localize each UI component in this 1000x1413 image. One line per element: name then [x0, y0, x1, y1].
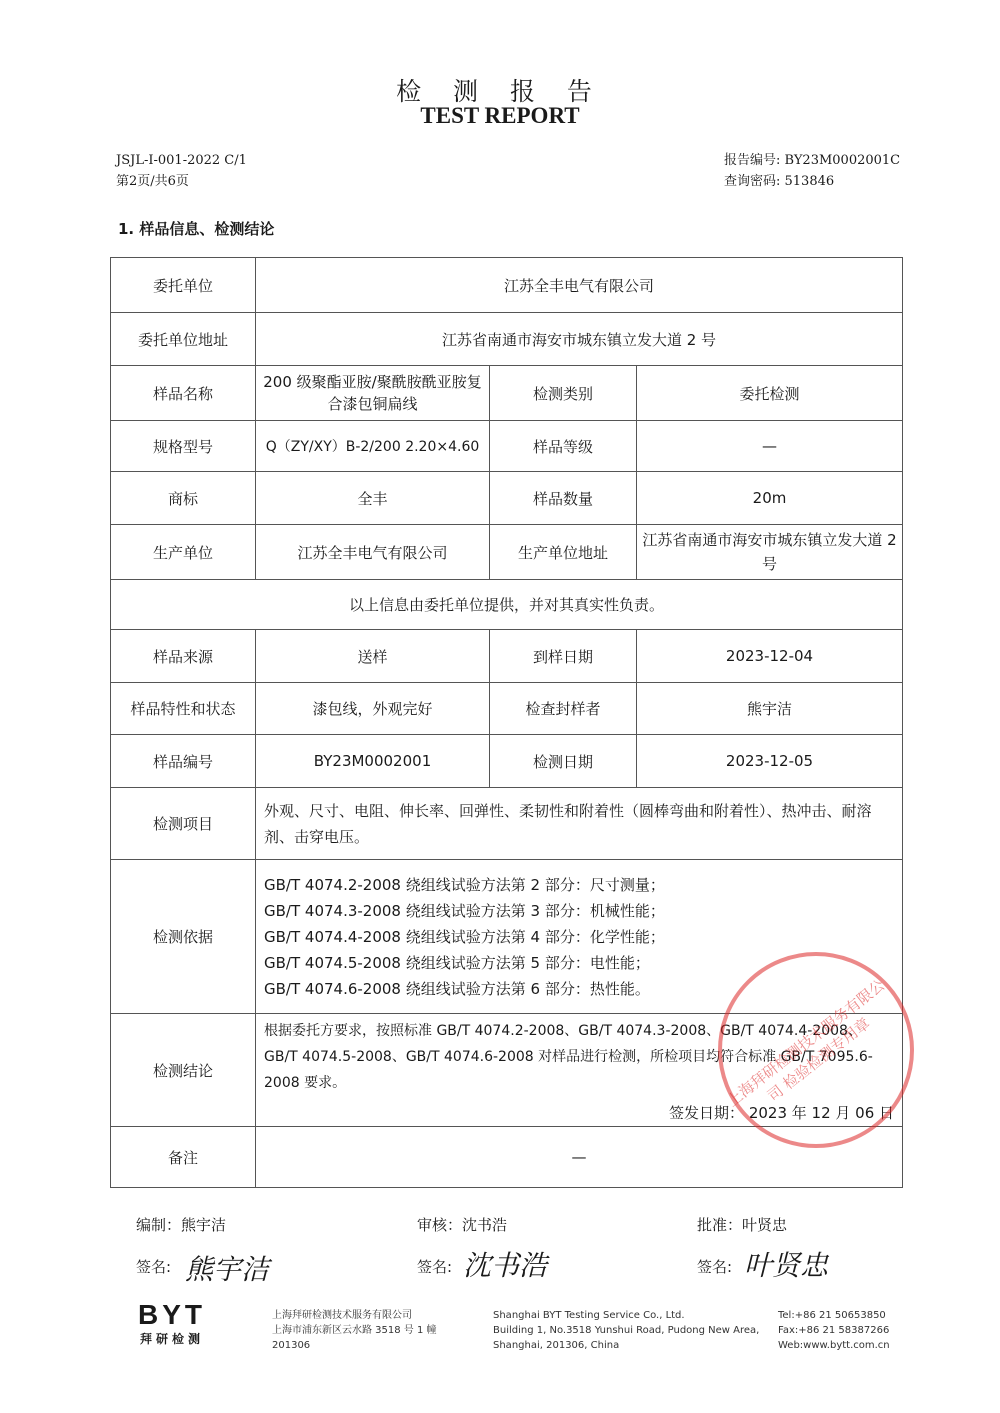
quantity-value: 20m	[637, 472, 903, 525]
table-row	[111, 258, 903, 313]
company-tel: Tel:+86 21 50653850	[778, 1310, 886, 1321]
producer-value: 江苏全丰电气有限公司	[256, 525, 490, 580]
table-row	[111, 580, 903, 630]
company-postcode: 201306	[272, 1340, 311, 1351]
reviewed-by: 审核：沈书浩	[417, 1216, 508, 1234]
test-type-label: 检测类别	[490, 366, 637, 421]
query-code: 查询密码: 513846	[724, 174, 835, 189]
sample-name-value: 200 级聚酯亚胺/聚酰胺酰亚胺复合漆包铜扁线	[256, 366, 490, 421]
producer-label: 生产单位	[111, 525, 256, 580]
basis-line: GB/T 4074.3-2008 绕组线试验方法第 3 部分：机械性能；	[264, 901, 665, 920]
brand-value: 全丰	[256, 472, 490, 525]
basis-line: GB/T 4074.4-2008 绕组线试验方法第 4 部分：化学性能；	[264, 927, 665, 946]
report-title-cn: 检 测 报 告	[396, 77, 604, 106]
company-address-en: Building 1, No.3518 Yunshui Road, Pudong New Area,	[493, 1325, 760, 1336]
table-row	[111, 630, 903, 683]
test-items-label: 检测项目	[111, 788, 256, 860]
table-row	[111, 735, 903, 788]
approved-by: 批准：叶贤忠	[697, 1216, 788, 1234]
conclusion-label: 检测结论	[111, 1014, 256, 1127]
section-title: 1. 样品信息、检测结论	[118, 220, 275, 238]
table-row	[111, 366, 903, 421]
doc-meta-left	[116, 150, 247, 192]
company-fax: Fax:+86 21 58387266	[778, 1325, 890, 1336]
test-date-value: 2023-12-05	[637, 735, 903, 788]
signature-compiler: 熊宇洁	[185, 1253, 270, 1286]
doc-code: JSJL-I-001-2022 C/1	[116, 153, 247, 168]
sample-number-label: 样品编号	[111, 735, 256, 788]
sign-label: 签名:	[417, 1258, 453, 1276]
spec-value: Q（ZY/XY）B-2/200 2.20×4.60	[256, 421, 490, 472]
basis-line: GB/T 4074.6-2008 绕组线试验方法第 6 部分：热性能。	[264, 979, 650, 998]
signature-reviewer: 沈书浩	[463, 1249, 548, 1282]
company-logo	[122, 1300, 222, 1347]
report-number: 报告编号: BY23M0002001C	[724, 153, 901, 168]
sample-name-label: 样品名称	[111, 366, 256, 421]
issue-date: 签发日期： 2023 年 12 月 06 日	[669, 1104, 895, 1122]
company-name-en: Shanghai BYT Testing Service Co., Ltd.	[493, 1310, 685, 1321]
source-value: 送样	[256, 630, 490, 683]
source-label: 样品来源	[111, 630, 256, 683]
grade-value: —	[637, 421, 903, 472]
company-address-cn: 上海市浦东新区云水路 3518 号 1 幢	[272, 1325, 437, 1336]
test-type-value: 委托检测	[637, 366, 903, 421]
company-web: Web:www.bytt.com.cn	[778, 1340, 890, 1351]
company-name-cn: 上海拜研检测技术服务有限公司	[272, 1310, 412, 1321]
grade-label: 样品等级	[490, 421, 637, 472]
official-seal-text: 上海拜研检测技术服务有限公司 检验检测专用章	[723, 976, 889, 1111]
report-title-en: TEST REPORT	[420, 103, 580, 128]
page-info: 第2页/共6页	[116, 174, 189, 189]
sealer-value: 熊宇洁	[637, 683, 903, 735]
brand-label: 商标	[111, 472, 256, 525]
sign-label: 签名:	[697, 1258, 733, 1276]
producer-address-value: 江苏省南通市海安市城东镇立发大道 2 号	[637, 525, 903, 580]
logo-cn: 拜研检测	[139, 1332, 204, 1346]
client-label: 委托单位	[111, 258, 256, 313]
sample-state-label: 样品特性和状态	[111, 683, 256, 735]
test-date-label: 检测日期	[490, 735, 637, 788]
company-contact	[778, 1308, 890, 1353]
basis-line: GB/T 4074.5-2008 绕组线试验方法第 5 部分：电性能；	[264, 953, 650, 972]
table-row	[111, 788, 903, 860]
table-row	[111, 313, 903, 366]
sign-label: 签名:	[136, 1258, 172, 1276]
company-info-en	[493, 1308, 759, 1353]
conclusion-value: 根据委托方要求，按照标准 GB/T 4074.2-2008、GB/T 4074.3-2008、GB/T 4074.4-2008、GB/T 4074.5-2008、GB/T 4074.6-2008 对样品进行检测，所检项目均符合标准 GB/T 7095.6-2008 要求。	[264, 1023, 873, 1091]
logo-mark: BYT	[138, 1299, 206, 1330]
table-row	[111, 525, 903, 580]
remark-value: —	[256, 1127, 903, 1188]
client-address-value: 江苏省南通市海安市城东镇立发大道 2 号	[256, 313, 903, 366]
sample-number-value: BY23M0002001	[256, 735, 490, 788]
table-row	[111, 683, 903, 735]
table-row	[111, 472, 903, 525]
client-value: 江苏全丰电气有限公司	[256, 258, 903, 313]
spec-label: 规格型号	[111, 421, 256, 472]
sealer-label: 检查封样者	[490, 683, 637, 735]
info-note: 以上信息由委托单位提供，并对其真实性负责。	[111, 580, 903, 630]
producer-address-label: 生产单位地址	[490, 525, 637, 580]
company-info-cn	[272, 1308, 437, 1353]
arrival-date-value: 2023-12-04	[637, 630, 903, 683]
remark-label: 备注	[111, 1127, 256, 1188]
company-address-en-2: Shanghai, 201306, China	[493, 1340, 620, 1351]
test-basis-label: 检测依据	[111, 860, 256, 1014]
client-address-label: 委托单位地址	[111, 313, 256, 366]
test-items-value: 外观、尺寸、电阻、伸长率、回弹性、柔韧性和附着性（圆棒弯曲和附着性）、热冲击、耐溶剂、击穿电压。	[256, 788, 903, 860]
basis-line: GB/T 4074.2-2008 绕组线试验方法第 2 部分：尺寸测量；	[264, 875, 665, 894]
doc-meta-right	[724, 150, 900, 192]
table-row	[111, 421, 903, 472]
sample-state-value: 漆包线，外观完好	[256, 683, 490, 735]
quantity-label: 样品数量	[490, 472, 637, 525]
compiled-by: 编制：熊宇洁	[136, 1216, 227, 1234]
signature-approver: 叶贤忠	[744, 1249, 829, 1282]
arrival-date-label: 到样日期	[490, 630, 637, 683]
